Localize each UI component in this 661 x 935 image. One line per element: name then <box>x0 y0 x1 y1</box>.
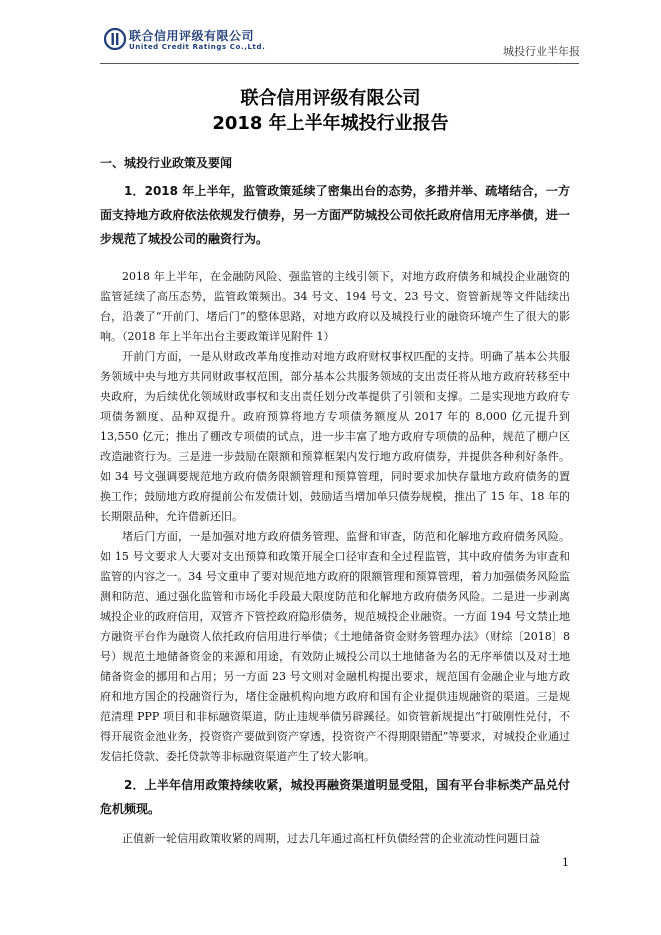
report-tag: 城投行业半年报 <box>503 45 580 58</box>
paragraph-front-door: 开前门方面，一是从财政改革角度推动对地方政府财权事权匹配的支持。明确了基本公共服务领域中央与地方共同财政事权范围，部分基本公共服务领域的支出责任将从地方政府转移至中央政府，为后续优化领域财政事权和支出责任划分改革提供了引领和支撑。二是实现地方政府专项债务额度、品种双提升。政府预算将地方专项债务额度从 2017 年的 8,000 亿元提升到 13,550 亿元；推出了棚改专项债的试点，进一步丰富了地方政府专项债的品种，规范了棚户区改造融资行为。三是进一步鼓励在限额和预算框架内发行地方政府债券，并提供各种利好条件。如 34 号文强调要规范地方政府债务限额管理和预算管理，同时要求加快存量地方政府债务的置换工作；鼓励地方政府提前公布发债计划，鼓励适当增加单只债券规模，推出了 15 年、18 年的长期限品种，允许借新还旧。 <box>100 350 570 523</box>
section-heading: 一、城投行业政策及要闻 <box>100 156 233 170</box>
paragraph-overview: 2018 年上半年，在金融防风险、强监管的主线引领下，对地方政府债务和城投企业融资的监管延续了高压态势，监管政策频出。34 号文、194 号文、23 号文、资管新规等文件陆续出台，沿袭了“开前门、堵后门”的整体思路，对地方政府以及城投行业的融资环境产生了很大的影响。（2018 年上半年出台主要政策详见附件 1） <box>100 270 570 343</box>
point-2-heading: 2．上半年信用政策持续收紧，城投再融资渠道明显受阻，国有平台非标类产品兑付危机频现。 <box>100 778 570 816</box>
report-body <box>100 142 570 849</box>
company-name-cn: 联合信用评级有限公司 <box>129 29 255 43</box>
header-divider <box>100 63 579 64</box>
page-number: 1 <box>562 856 569 869</box>
paragraph-back-door: 堵后门方面，一是加强对地方政府债务管理、监督和审查，防范和化解地方政府债务风险。如 15 号文要求人大要对支出预算和政策开展全口径审查和全过程监管，其中政府债务为审查和监管的内容之一。34 号文重申了要对规范地方政府的限额管理和预算管理，着力加强债务风险监测和防范、通过强化监管和市场化手段最大限度防范和化解地方政府债务风险。二是进一步剥离城投企业的政府信用，双管齐下管控政府隐形债务，规范城投企业融资。一方面 194 号文禁止地方融资平台作为融资人依托政府信用进行举债；《土地储备资金财务管理办法》（财综〔2018〕8 号）规范土地储备资金的来源和用途，有效防止城投公司以土地储备为名的无序举债以及对土地储备资金的挪用和占用；另一方面 23 号文则对金融机构提出要求，规范国有金融企业与地方政府和地方国企的投融资行为，堵住金融机构向地方政府和国有企业提供违规融资的渠道。三是规范清理 PPP 项目和非标融资渠道，防止违规举债另辟蹊径。如资管新规提出“打破刚性兑付，不得开展资金池业务，投资资产要做到资产穿透，投资资产不得期限错配”等要求，对城投企业通过发信托贷款、委托贷款等非标融资渠道产生了较大影响。 <box>100 530 570 763</box>
company-name-en: United Credit Ratings Co.,Ltd. <box>129 43 266 51</box>
point-1-heading: 1．2018 年上半年，监管政策延续了密集出台的态势，多措并举、疏堵结合，一方面支持地方政府依法依规发行债券，另一方面严防城投公司依托政府信用无序举债，进一步规范了城投公司的融资行为。 <box>100 184 570 246</box>
report-title-line1: 联合信用评级有限公司 <box>240 88 421 109</box>
page-header <box>0 0 661 66</box>
ucr-logo-icon <box>104 28 126 50</box>
report-title-line2: 2018 年上半年城投行业报告 <box>212 113 449 134</box>
paragraph-tightening: 正值新一轮信用政策收紧的周期，过去几年通过高杠杆负债经营的企业流动性问题日益 <box>122 832 540 845</box>
